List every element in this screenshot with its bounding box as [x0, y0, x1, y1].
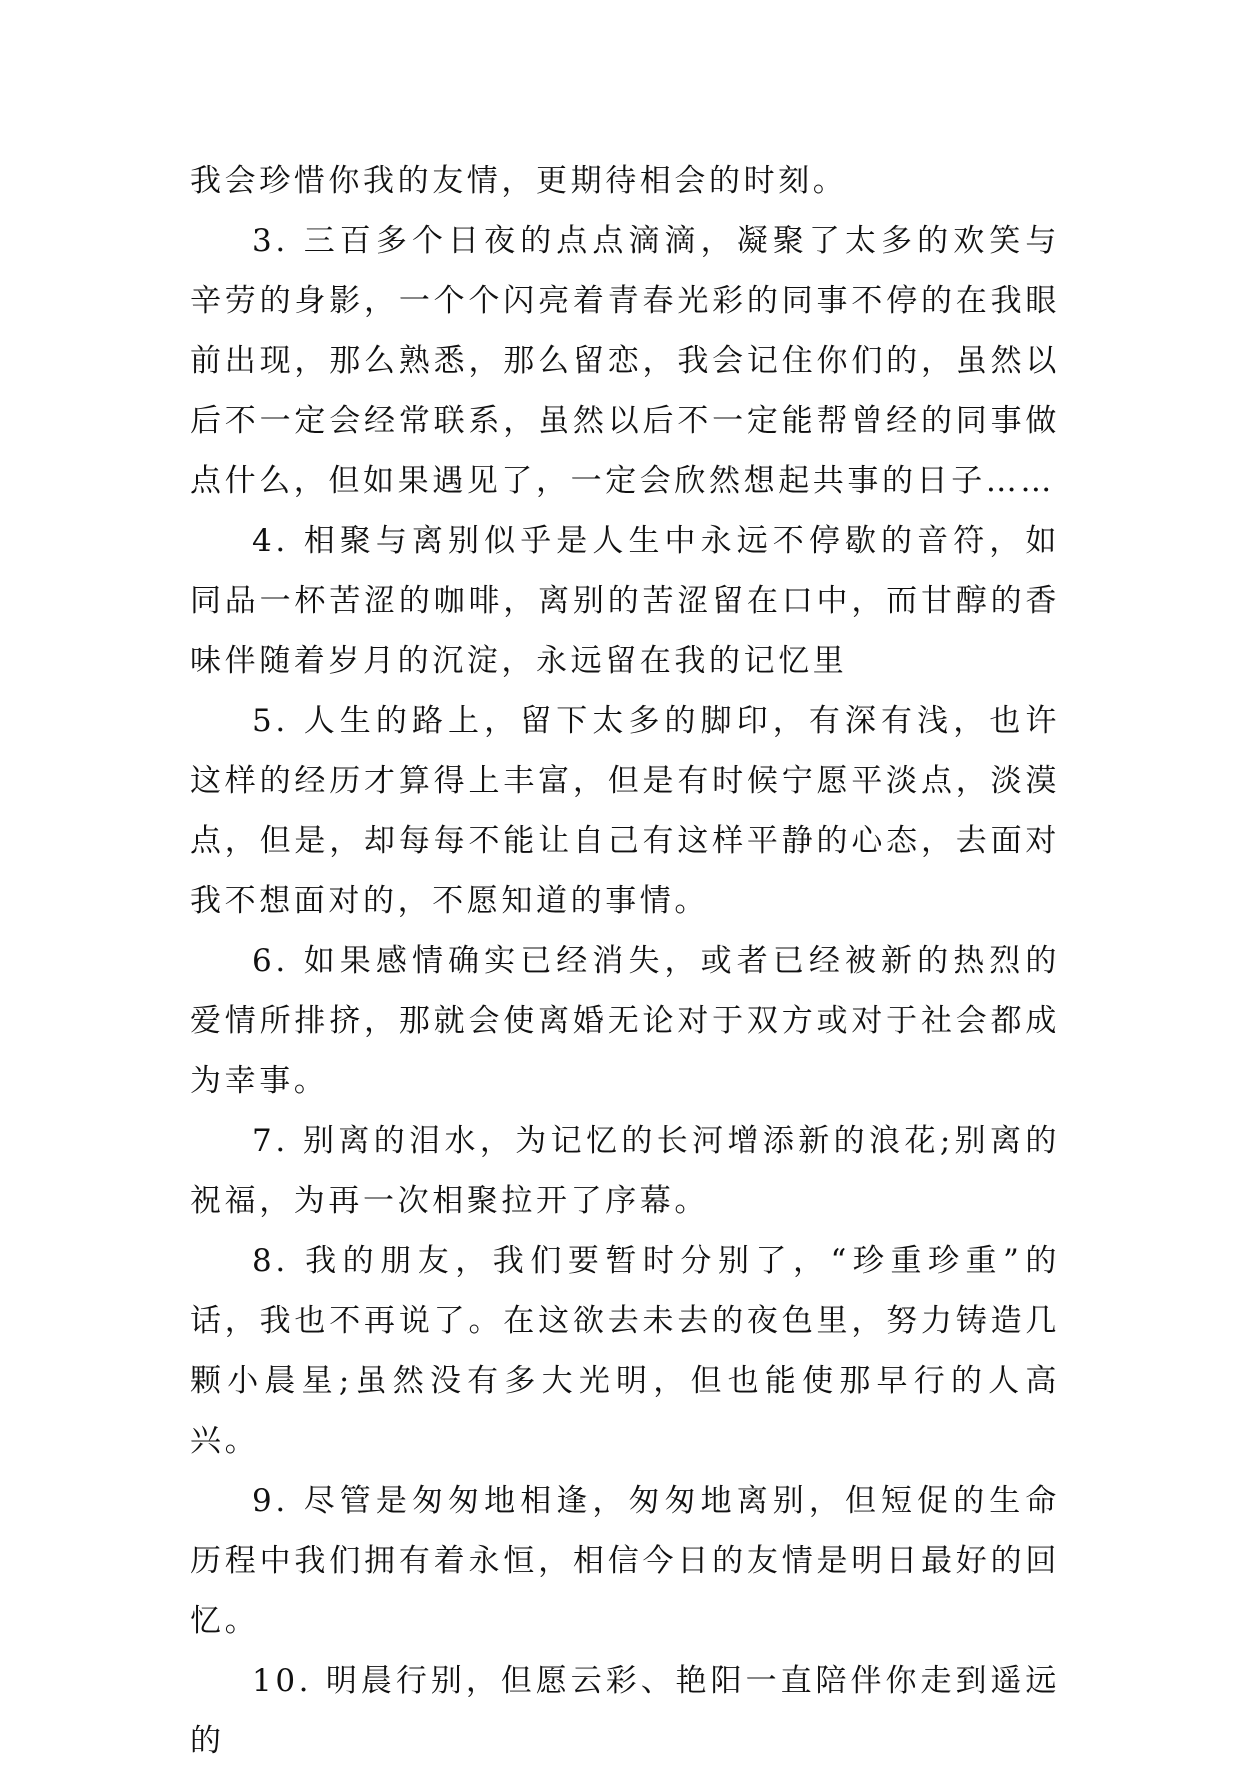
paragraph-item-4: 4. 相聚与离别似乎是人生中永远不停歇的音符，如同品一杯苦涩的咖啡，离别的苦涩留在口中，而甘醇的香味伴随着岁月的沉淀，永远留在我的记忆里 — [190, 523, 1060, 679]
paragraph-item-8: 8. 我的朋友，我们要暂时分别了，“珍重珍重”的话，我也不再说了。在这欲去未去的夜色里，努力铸造几颗小晨星;虽然没有多大光明，但也能使那早行的人高兴。 — [190, 1243, 1060, 1459]
paragraph-continuation: 我会珍惜你我的友情，更期待相会的时刻。 — [190, 163, 848, 199]
paragraph-item-7: 7. 别离的泪水，为记忆的长河增添新的浪花;别离的祝福，为再一次相聚拉开了序幕。 — [190, 1123, 1060, 1219]
paragraph-item-6: 6. 如果感情确实已经消失，或者已经被新的热烈的爱情所排挤，那就会使离婚无论对于双方或对于社会都成为幸事。 — [190, 943, 1060, 1099]
paragraph-item-3: 3. 三百多个日夜的点点滴滴，凝聚了太多的欢笑与辛劳的身影，一个个闪亮着青春光彩的同事不停的在我眼前出现，那么熟悉，那么留恋，我会记住你们的，虽然以后不一定会经常联系，虽然以后不一定能帮曾经的同事做点什么，但如果遇见了，一定会欣然想起共事的日子…… — [190, 223, 1060, 499]
paragraph-item-9: 9. 尽管是匆匆地相逢，匆匆地离别，但短促的生命历程中我们拥有着永恒，相信今日的友情是明日最好的回忆。 — [190, 1483, 1060, 1639]
paragraph-item-5: 5. 人生的路上，留下太多的脚印，有深有浅，也许这样的经历才算得上丰富，但是有时候宁愿平淡点，淡漠点，但是，却每每不能让自己有这样平静的心态，去面对我不想面对的，不愿知道的事情。 — [190, 703, 1060, 919]
document-body — [190, 151, 1060, 1771]
paragraph-item-10: 10. 明晨行别，但愿云彩、艳阳一直陪伴你走到遥远的 — [190, 1663, 1060, 1759]
